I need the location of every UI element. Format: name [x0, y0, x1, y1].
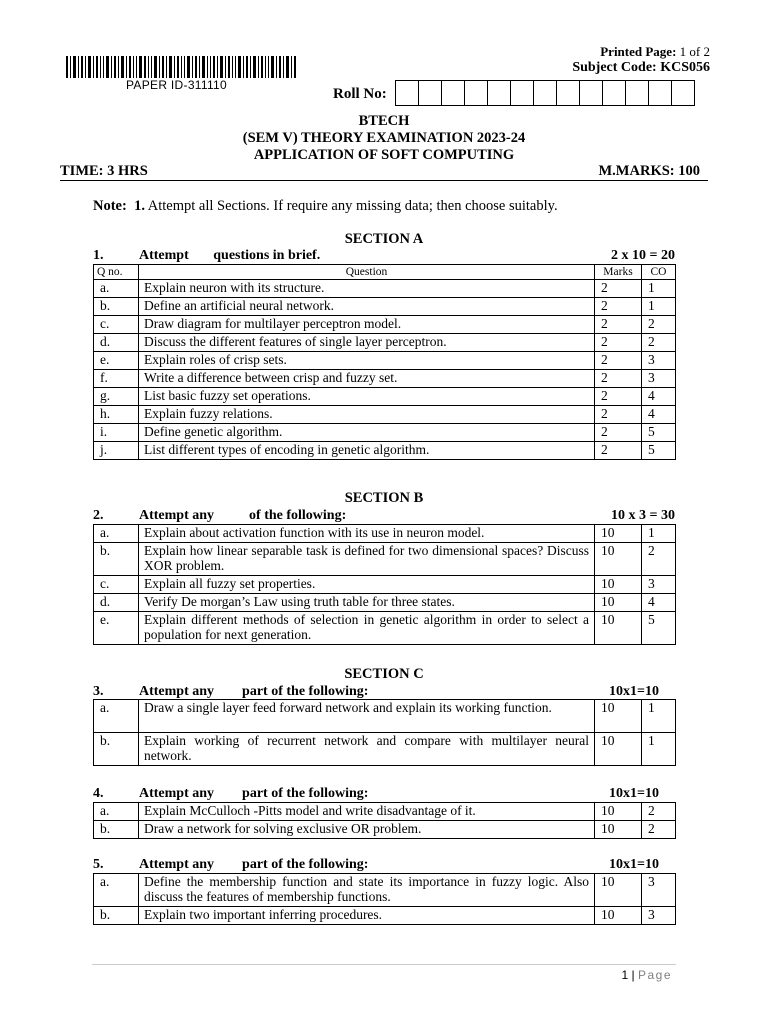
question-id: d.: [94, 594, 139, 612]
question-id: f.: [94, 370, 139, 388]
question-row: [94, 733, 676, 766]
question-2-header: [93, 508, 675, 524]
roll-no-box[interactable]: [465, 81, 488, 105]
section-a-title: SECTION A: [344, 231, 424, 247]
question-co-value: 3: [642, 576, 676, 594]
question-row: [94, 821, 676, 839]
question-id: b.: [94, 543, 139, 576]
question-id: b.: [94, 907, 139, 925]
exam-title: (SEM V) THEORY EXAMINATION 2023-24: [242, 130, 526, 146]
question-row: [94, 370, 676, 388]
question-id: c.: [94, 316, 139, 334]
question-row: [94, 700, 676, 733]
roll-no-box[interactable]: [396, 81, 419, 105]
note-text: Attempt all Sections. If require any missing data; then choose suitably.: [144, 198, 558, 214]
question-marks: 10x1=10: [609, 857, 659, 872]
question-co-value: 2: [642, 821, 676, 839]
question-5-table: [93, 873, 676, 925]
printed-page-value: 1 of 2: [679, 44, 710, 59]
question-row: [94, 334, 676, 352]
roll-no-box[interactable]: [488, 81, 511, 105]
question-text: Write a difference between crisp and fuzzy set.: [139, 370, 595, 388]
question-row: [94, 543, 676, 576]
question-co-value: 1: [642, 298, 676, 316]
question-row: [94, 352, 676, 370]
header-question: Question: [139, 265, 595, 280]
header-qno: Q no.: [94, 265, 139, 280]
question-marks-value: 2: [595, 280, 642, 298]
question-text: Define the membership function and state its importance in fuzzy logic. Also discuss the features of membership functions.: [139, 874, 595, 907]
question-marks-value: 2: [595, 316, 642, 334]
question-row: [94, 442, 676, 460]
question-co-value: 2: [642, 334, 676, 352]
barcode-image: [66, 56, 296, 78]
question-text: Explain McCulloch -Pitts model and write disadvantage of it.: [139, 803, 595, 821]
question-id: e.: [94, 352, 139, 370]
header-marks: Marks: [595, 265, 642, 280]
roll-no-box[interactable]: [626, 81, 649, 105]
subject-title: APPLICATION OF SOFT COMPUTING: [253, 147, 515, 163]
question-marks-value: 10: [595, 594, 642, 612]
question-id: c.: [94, 576, 139, 594]
section-c-title: SECTION C: [344, 666, 424, 682]
question-3-table: [93, 699, 676, 766]
roll-no-box[interactable]: [603, 81, 626, 105]
question-number: 5.: [93, 857, 104, 872]
question-text: Explain about activation function with its use in neuron model.: [139, 525, 595, 543]
question-marks-value: 10: [595, 612, 642, 645]
question-id: g.: [94, 388, 139, 406]
question-marks-value: 10: [595, 700, 642, 733]
roll-no-box[interactable]: [557, 81, 580, 105]
question-text: List basic fuzzy set operations.: [139, 388, 595, 406]
question-row: [94, 612, 676, 645]
question-co-value: 5: [642, 424, 676, 442]
question-text: Explain neuron with its structure.: [139, 280, 595, 298]
exam-time: TIME: 3 HRS: [60, 163, 148, 179]
question-marks-value: 2: [595, 298, 642, 316]
question-instruction: Attempt any of the following:: [139, 508, 347, 523]
question-id: j.: [94, 442, 139, 460]
question-number: 3.: [93, 684, 104, 699]
question-row: [94, 406, 676, 424]
question-1-header: [93, 248, 675, 264]
question-marks: 10 x 3 = 30: [611, 508, 675, 523]
question-text: Explain two important inferring procedures.: [139, 907, 595, 925]
header-co: CO: [642, 265, 676, 280]
question-number: 4.: [93, 786, 104, 801]
question-co-value: 3: [642, 370, 676, 388]
question-text: Explain fuzzy relations.: [139, 406, 595, 424]
degree-title: BTECH: [358, 113, 410, 129]
roll-no-box[interactable]: [580, 81, 603, 105]
question-marks-value: 2: [595, 334, 642, 352]
question-text: Define an artificial neural network.: [139, 298, 595, 316]
roll-no-box[interactable]: [511, 81, 534, 105]
question-marks-value: 10: [595, 907, 642, 925]
question-row: [94, 298, 676, 316]
question-row: [94, 576, 676, 594]
printed-page-label: Printed Page:: [600, 44, 677, 59]
question-co-value: 2: [642, 543, 676, 576]
question-text: Verify De morgan’s Law using truth table for three states.: [139, 594, 595, 612]
roll-no-box[interactable]: [534, 81, 557, 105]
question-id: b.: [94, 733, 139, 766]
question-id: a.: [94, 700, 139, 733]
question-marks-value: 2: [595, 388, 642, 406]
question-text: List different types of encoding in genetic algorithm.: [139, 442, 595, 460]
question-id: e.: [94, 612, 139, 645]
question-instruction: Attempt questions in brief.: [139, 248, 321, 263]
question-co-value: 3: [642, 874, 676, 907]
note-label: Note:: [93, 198, 127, 214]
header-divider: [60, 180, 708, 181]
question-marks: 10x1=10: [609, 684, 659, 699]
roll-no-box[interactable]: [649, 81, 672, 105]
question-marks-value: 10: [595, 733, 642, 766]
question-text: Explain all fuzzy set properties.: [139, 576, 595, 594]
section-b-table: [93, 524, 676, 645]
roll-no-box[interactable]: [672, 81, 695, 105]
question-id: a.: [94, 803, 139, 821]
question-co-value: 1: [642, 525, 676, 543]
printed-page-info: [572, 44, 710, 76]
paper-id: PAPER ID-311110: [126, 78, 227, 92]
question-4-table: [93, 802, 676, 839]
question-marks-value: 2: [595, 352, 642, 370]
question-co-value: 4: [642, 594, 676, 612]
question-id: a.: [94, 874, 139, 907]
question-marks: 10x1=10: [609, 786, 659, 801]
question-marks: 2 x 10 = 20: [611, 248, 675, 263]
question-marks-value: 10: [595, 543, 642, 576]
question-text: Explain how linear separable task is defined for two dimensional spaces? Discuss XOR problem.: [139, 543, 595, 576]
question-marks-value: 10: [595, 525, 642, 543]
question-row: [94, 803, 676, 821]
question-marks-value: 10: [595, 576, 642, 594]
page-footer: [621, 968, 672, 982]
question-text: Define genetic algorithm.: [139, 424, 595, 442]
roll-no-box[interactable]: [442, 81, 465, 105]
question-text: Draw a network for solving exclusive OR problem.: [139, 821, 595, 839]
question-row: [94, 388, 676, 406]
question-marks-value: 10: [595, 821, 642, 839]
question-row: [94, 907, 676, 925]
question-co-value: 4: [642, 406, 676, 424]
question-marks-value: 2: [595, 370, 642, 388]
section-b-title: SECTION B: [344, 490, 424, 506]
question-id: b.: [94, 298, 139, 316]
question-co-value: 2: [642, 803, 676, 821]
question-co-value: 3: [642, 352, 676, 370]
question-id: a.: [94, 280, 139, 298]
question-instruction: Attempt any part of the following:: [139, 857, 369, 872]
question-marks-value: 2: [595, 424, 642, 442]
question-co-value: 1: [642, 280, 676, 298]
question-text: Discuss the different features of single layer perceptron.: [139, 334, 595, 352]
question-text: Explain different methods of selection in genetic algorithm in order to select a population for next generation.: [139, 612, 595, 645]
roll-no-boxes[interactable]: [395, 80, 695, 106]
question-number: 1.: [93, 248, 104, 263]
question-co-value: 4: [642, 388, 676, 406]
question-number: 2.: [93, 508, 104, 523]
roll-no-box[interactable]: [419, 81, 442, 105]
question-marks-value: 2: [595, 442, 642, 460]
question-row: [94, 525, 676, 543]
page-word: Page: [637, 968, 672, 982]
question-marks-value: 2: [595, 406, 642, 424]
question-id: d.: [94, 334, 139, 352]
question-text: Draw a single layer feed forward network and explain its working function.: [139, 700, 595, 733]
page-number: 1: [621, 968, 629, 982]
question-co-value: 2: [642, 316, 676, 334]
question-id: i.: [94, 424, 139, 442]
question-4-header: [93, 786, 675, 802]
question-text: Explain roles of crisp sets.: [139, 352, 595, 370]
max-marks: M.MARKS: 100: [598, 163, 700, 179]
question-3-header: [93, 684, 675, 700]
question-co-value: 3: [642, 907, 676, 925]
question-row: [94, 316, 676, 334]
question-text: Explain working of recurrent network and compare with multilayer neural network.: [139, 733, 595, 766]
question-instruction: Attempt any part of the following:: [139, 684, 369, 699]
question-row: [94, 280, 676, 298]
roll-no-label: Roll No:: [333, 86, 387, 102]
footer-separator: |: [628, 968, 638, 982]
subject-code-value: KCS056: [660, 60, 710, 75]
question-co-value: 5: [642, 612, 676, 645]
question-co-value: 1: [642, 733, 676, 766]
question-5-header: [93, 857, 675, 873]
subject-code-label: Subject Code:: [572, 60, 657, 75]
question-id: b.: [94, 821, 139, 839]
question-co-value: 5: [642, 442, 676, 460]
question-instruction: Attempt any part of the following:: [139, 786, 369, 801]
section-a-table: [93, 264, 676, 460]
footer-divider: [92, 964, 676, 965]
question-id: h.: [94, 406, 139, 424]
question-marks-value: 10: [595, 803, 642, 821]
question-row: [94, 594, 676, 612]
question-marks-value: 10: [595, 874, 642, 907]
instructions-note: Note: 1. Attempt all Sections. If require any missing data; then choose suitably.: [93, 198, 558, 214]
question-co-value: 1: [642, 700, 676, 733]
question-row: [94, 874, 676, 907]
question-row: [94, 424, 676, 442]
question-id: a.: [94, 525, 139, 543]
question-text: Draw diagram for multilayer perceptron model.: [139, 316, 595, 334]
